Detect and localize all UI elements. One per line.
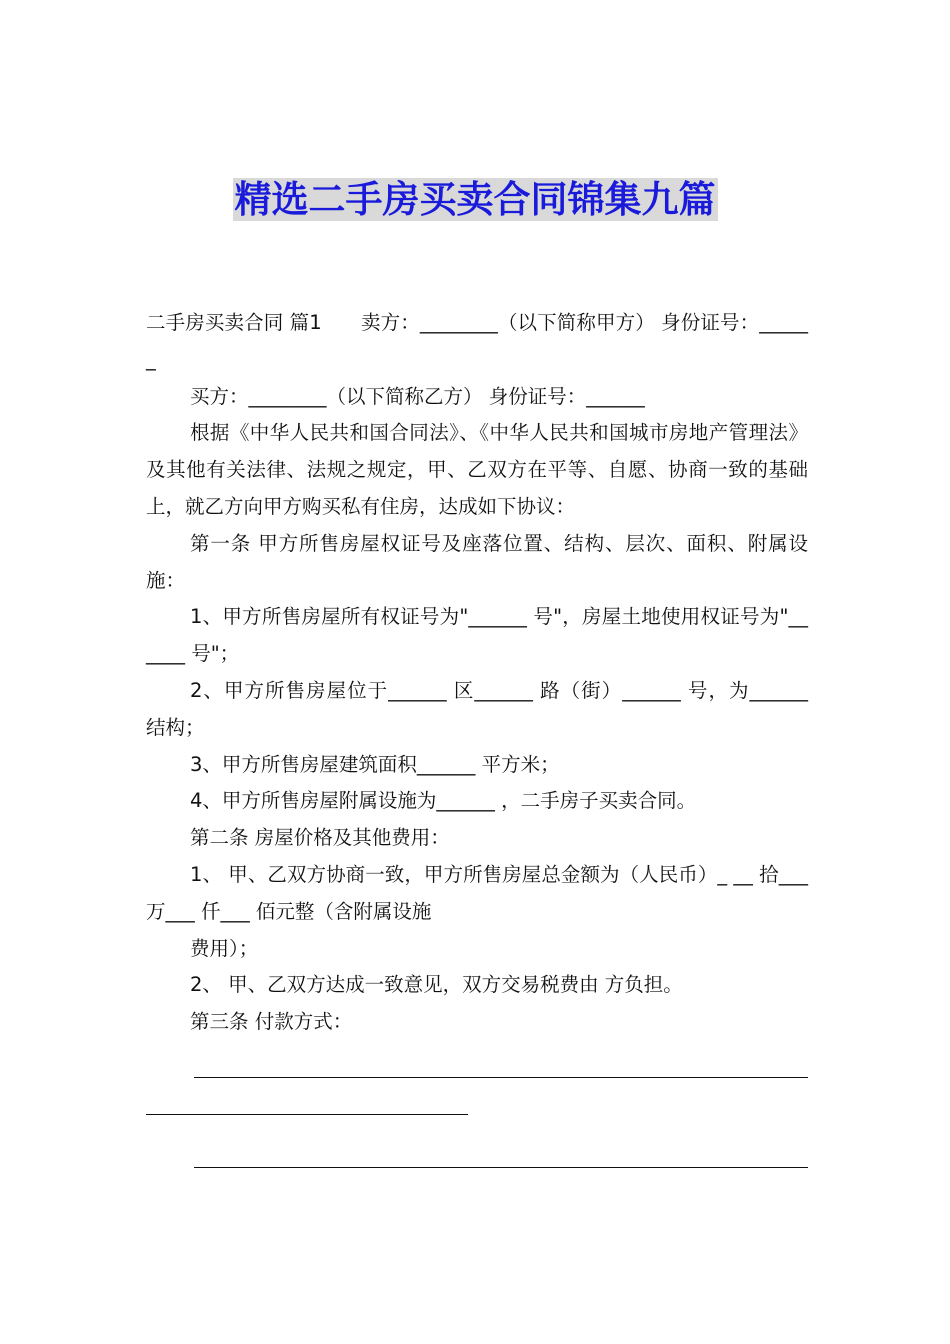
paragraph-article-2-item-1-cont: 费用）； <box>190 936 259 960</box>
paragraph-article-1-item-2: 2、甲方所售房屋位于______ 区______ 路（街）______ 号，为______ 结构； <box>146 678 815 739</box>
paragraph-legal-basis: 根据《中华人民共和国合同法》、《中华人民共和国城市房地产管理法》及其他有关法律、法规之规定，甲、乙双方在平等、自愿、协商一致的基础上，就乙方向甲方购买私有住房，达成如下协议： <box>146 421 808 518</box>
blank-fill-line <box>146 1092 468 1115</box>
paragraph-article-1: 第一条 甲方所售房屋权证号及座落位置、结构、层次、面积、附属设施： <box>146 531 808 592</box>
paragraph-article-3: 第三条 付款方式： <box>190 1010 353 1034</box>
paragraph-buyer-info: 买方：________（以下简称乙方） 身份证号：______ <box>190 384 645 408</box>
paragraph-article-2-item-1: 1、 甲、乙双方协商一致，甲方所售房屋总金额为（人民币）_ __ 拾___ 万___ 仟___ 佰元整（含附属设施 <box>146 862 815 923</box>
document-title <box>0 172 950 228</box>
paragraph-article-1-item-4: 4、甲方所售房屋附属设施为______ ，二手房子买卖合同。 <box>190 789 697 813</box>
paragraph-article-1-item-1: 1、甲方所售房屋所有权证号为"______ 号"，房屋土地使用权证号为"______ 号"； <box>146 605 808 666</box>
paragraph-article-2-item-2: 2、 甲、乙双方达成一致意见，双方交易税费由 方负担。 <box>190 973 683 997</box>
blank-fill-line <box>194 1055 808 1078</box>
paragraph-seller-info: 二手房买卖合同 篇1 卖方：________（以下简称甲方） 身份证号：______ <box>146 311 808 371</box>
paragraph-article-2: 第二条 房屋价格及其他费用： <box>190 826 450 850</box>
paragraph-article-1-item-3: 3、甲方所售房屋建筑面积______ 平方米； <box>190 752 560 776</box>
document-title-text: 精选二手房买卖合同锦集九篇 <box>234 178 716 221</box>
blank-fill-line <box>194 1145 808 1168</box>
document-body <box>146 305 815 1168</box>
